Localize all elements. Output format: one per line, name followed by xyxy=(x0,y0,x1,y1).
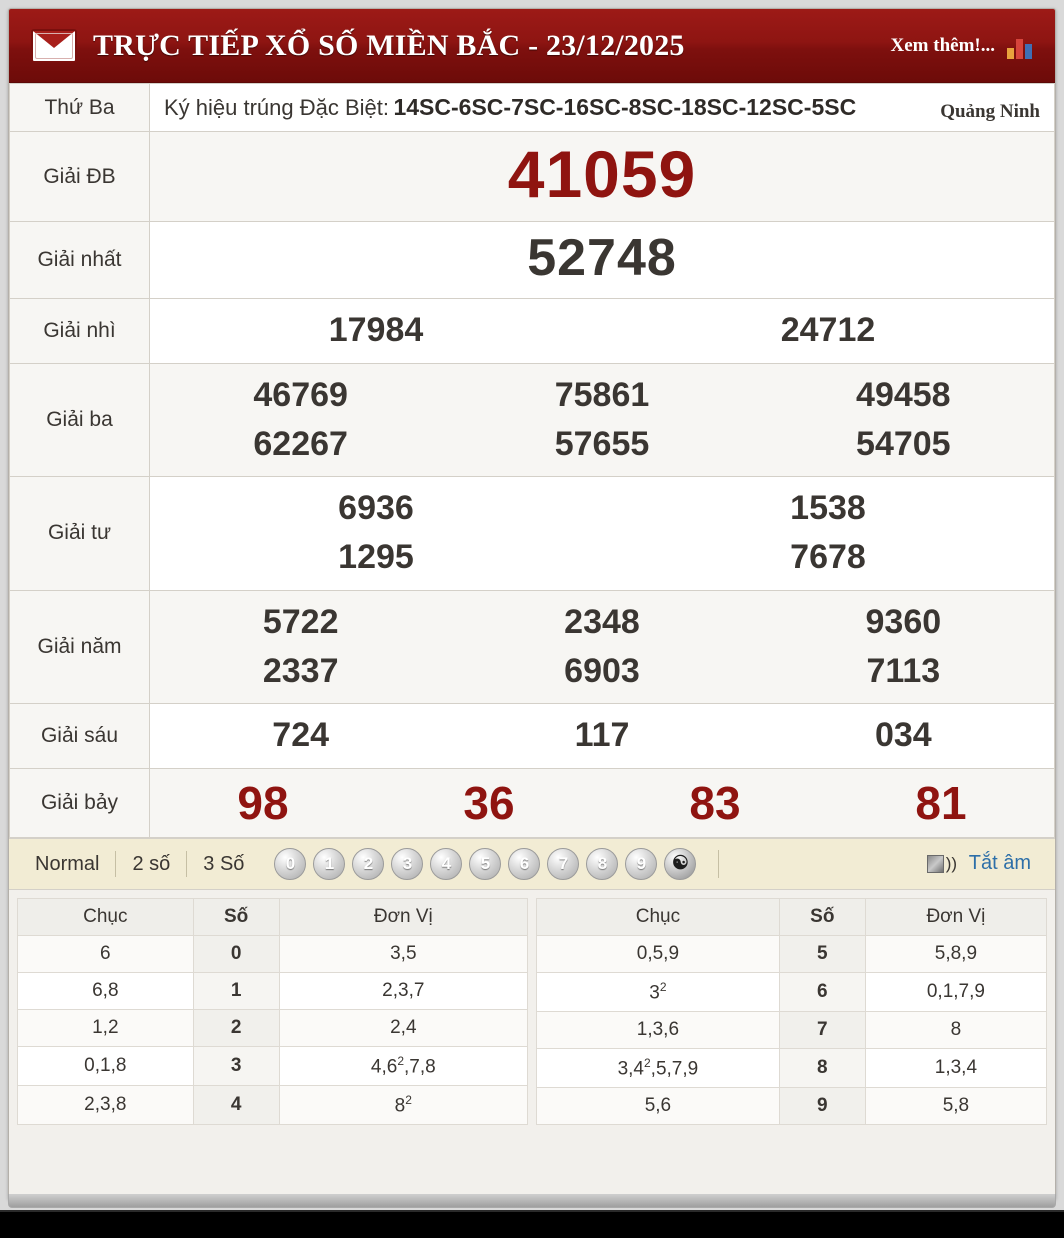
table-row-g2 xyxy=(10,299,1055,363)
cell-chuc: 2,3,8 xyxy=(18,1086,194,1125)
cell-donvi: 5,8,9 xyxy=(865,935,1046,972)
prize-label-g7: Giải bảy xyxy=(10,768,150,837)
table-header-row xyxy=(537,898,1047,935)
digit-ball-4[interactable]: 4 xyxy=(430,848,462,880)
filter-3-digits-button[interactable]: 3 Số xyxy=(203,852,245,875)
prize-label-g4: Giải tư xyxy=(10,477,150,591)
cell-chuc: 6,8 xyxy=(18,972,194,1009)
speaker-icon[interactable]: )) xyxy=(927,851,961,877)
col-header-so: Số xyxy=(779,898,865,935)
filter-toolbar xyxy=(9,838,1055,890)
cell-so: 8 xyxy=(779,1049,865,1088)
province-name: Quảng Ninh xyxy=(940,101,1040,122)
prize-number: 7113 xyxy=(866,652,941,691)
prize-g1-cell xyxy=(150,222,1055,299)
prize-number: 2337 xyxy=(262,652,339,691)
prize-label-g2: Giải nhì xyxy=(10,299,150,363)
prize-g6-cell xyxy=(150,704,1055,768)
prize-number: 46769 xyxy=(253,375,348,414)
table-row-info xyxy=(10,84,1055,132)
stats-table-left xyxy=(17,898,528,1126)
digit-ball-3[interactable]: 3 xyxy=(391,848,423,880)
prize-number: 6903 xyxy=(564,652,640,691)
prize-number: 724 xyxy=(272,716,330,755)
cell-chuc: 0,5,9 xyxy=(537,935,780,972)
lottery-widget xyxy=(8,8,1056,1200)
prize-number: 54705 xyxy=(856,424,951,463)
prize-number: 9360 xyxy=(865,602,942,641)
stats-table-right xyxy=(536,898,1047,1126)
prize-label-g3: Giải ba xyxy=(10,363,150,477)
prize-number: 5722 xyxy=(262,602,339,641)
weekday-label: Thứ Ba xyxy=(10,84,150,132)
prize-number: 98 xyxy=(237,776,289,829)
digit-ball-group xyxy=(260,848,710,880)
table-row xyxy=(537,1088,1047,1125)
table-row xyxy=(537,1012,1047,1049)
mode-normal-button[interactable]: Normal xyxy=(35,852,100,875)
prize-label-g1: Giải nhất xyxy=(10,222,150,299)
table-row-g4 xyxy=(10,477,1055,591)
cell-so: 9 xyxy=(779,1088,865,1125)
cell-donvi: 8 xyxy=(865,1012,1046,1049)
prize-number: 1538 xyxy=(790,489,866,528)
stats-section xyxy=(9,890,1055,1136)
prize-label-g6: Giải sáu xyxy=(10,704,150,768)
screen-bottom-chrome xyxy=(0,1210,1064,1238)
special-code-value: 14SC-6SC-7SC-16SC-8SC-18SC-12SC-5SC xyxy=(393,94,857,120)
cell-chuc: 1,3,6 xyxy=(537,1012,780,1049)
cell-donvi: 2,4 xyxy=(279,1009,527,1046)
cell-donvi: $4,6^2,7,8$ xyxy=(279,1046,527,1085)
table-row-g5 xyxy=(10,590,1055,704)
prize-g5-cell xyxy=(150,590,1055,704)
col-header-donvi: Đơn Vị xyxy=(865,898,1046,935)
page-title: TRỰC TIẾP XỔ SỐ MIỀN BẮC - 23/12/2025 xyxy=(93,28,685,62)
mail-icon xyxy=(31,29,77,63)
cell-so: 4 xyxy=(193,1086,279,1125)
prize-number: 7678 xyxy=(790,538,866,577)
col-header-chuc: Chục xyxy=(537,898,780,935)
cell-chuc: 0,1,8 xyxy=(18,1046,194,1085)
prize-g4-cell xyxy=(150,477,1055,591)
digit-ball-6[interactable]: 6 xyxy=(508,848,540,880)
table-row-g1 xyxy=(10,222,1055,299)
table-row xyxy=(537,972,1047,1011)
table-row-g6 xyxy=(10,704,1055,768)
table-row-g7 xyxy=(10,768,1055,837)
prize-number: 83 xyxy=(689,776,741,829)
cell-so: 1 xyxy=(193,972,279,1009)
digit-ball-8[interactable]: 8 xyxy=(586,848,618,880)
prize-number: 81 xyxy=(915,776,967,829)
cell-donvi: 5,8 xyxy=(865,1088,1046,1125)
prize-number: 034 xyxy=(874,716,932,755)
table-row xyxy=(18,972,528,1009)
digit-ball-2[interactable]: 2 xyxy=(352,848,384,880)
cell-chuc: 6 xyxy=(18,935,194,972)
cell-so: 0 xyxy=(193,935,279,972)
col-header-so: Số xyxy=(193,898,279,935)
prize-g3-cell xyxy=(150,363,1055,477)
special-code-label: Ký hiệu trúng Đặc Biệt: xyxy=(164,95,390,120)
prize-number: 75861 xyxy=(554,375,650,414)
prize-number: 17984 xyxy=(328,311,424,350)
special-code-cell xyxy=(150,84,1055,132)
prize-number: 1295 xyxy=(338,538,414,577)
table-row xyxy=(18,935,528,972)
cell-so: 6 xyxy=(779,972,865,1011)
cell-chuc: 5,6 xyxy=(537,1088,780,1125)
col-header-donvi: Đơn Vị xyxy=(279,898,527,935)
table-row-db xyxy=(10,132,1055,222)
digit-ball-7[interactable]: 7 xyxy=(547,848,579,880)
table-row xyxy=(18,1046,528,1085)
cell-donvi: 3,5 xyxy=(279,935,527,972)
prize-number: 49458 xyxy=(856,375,951,414)
table-row xyxy=(537,935,1047,972)
cell-donvi: 0,1,7,9 xyxy=(865,972,1046,1011)
cell-donvi: $8^2$ xyxy=(279,1086,527,1125)
table-row xyxy=(18,1086,528,1125)
header-actions xyxy=(891,33,1037,59)
filter-2-digits-button[interactable]: 2 số xyxy=(132,852,171,875)
digit-ball-5[interactable]: 5 xyxy=(469,848,501,880)
prize-g7-cell xyxy=(150,768,1055,837)
prize-label-db: Giải ĐB xyxy=(10,132,150,222)
digit-ball-9[interactable]: 9 xyxy=(625,848,657,880)
prize-number: 117 xyxy=(574,716,630,755)
prize-number: 62267 xyxy=(253,424,348,463)
prize-number: 36 xyxy=(463,776,515,829)
mute-control[interactable] xyxy=(927,851,1045,877)
prize-number: 6936 xyxy=(338,489,414,528)
table-row xyxy=(537,1049,1047,1088)
cell-chuc: 1,2 xyxy=(18,1009,194,1046)
results-table xyxy=(9,83,1055,838)
col-header-chuc: Chục xyxy=(18,898,194,935)
cell-chuc: $3^2$ xyxy=(537,972,780,1011)
cell-so: 5 xyxy=(779,935,865,972)
yin-yang-icon[interactable]: ☯ xyxy=(664,848,696,880)
prize-db-cell xyxy=(150,132,1055,222)
prize-db-number: 41059 xyxy=(507,137,697,211)
divider xyxy=(718,850,719,878)
digit-ball-1[interactable]: 1 xyxy=(313,848,345,880)
cell-donvi: 2,3,7 xyxy=(279,972,527,1009)
digit-ball-0[interactable]: 0 xyxy=(274,848,306,880)
cell-chuc: $3,4^2,5,7,9$ xyxy=(537,1049,780,1088)
prize-g1-number: 52748 xyxy=(527,229,677,288)
table-header-row xyxy=(18,898,528,935)
cell-donvi: 1,3,4 xyxy=(865,1049,1046,1088)
table-row xyxy=(18,1009,528,1046)
mute-label[interactable]: Tắt âm xyxy=(968,852,1031,875)
prize-number: 2348 xyxy=(564,602,640,641)
cell-so: 7 xyxy=(779,1012,865,1049)
header-bar xyxy=(9,9,1055,83)
prize-label-g5: Giải năm xyxy=(10,590,150,704)
bar-chart-icon[interactable] xyxy=(1007,33,1037,59)
prize-number: 57655 xyxy=(554,424,650,463)
cell-so: 3 xyxy=(193,1046,279,1085)
cell-so: 2 xyxy=(193,1009,279,1046)
prize-g2-cell xyxy=(150,299,1055,363)
table-row-g3 xyxy=(10,363,1055,477)
prize-number: 24712 xyxy=(780,311,876,350)
see-more-link[interactable]: Xem thêm!... xyxy=(890,34,995,56)
widget-bottom-bar xyxy=(8,1194,1056,1208)
